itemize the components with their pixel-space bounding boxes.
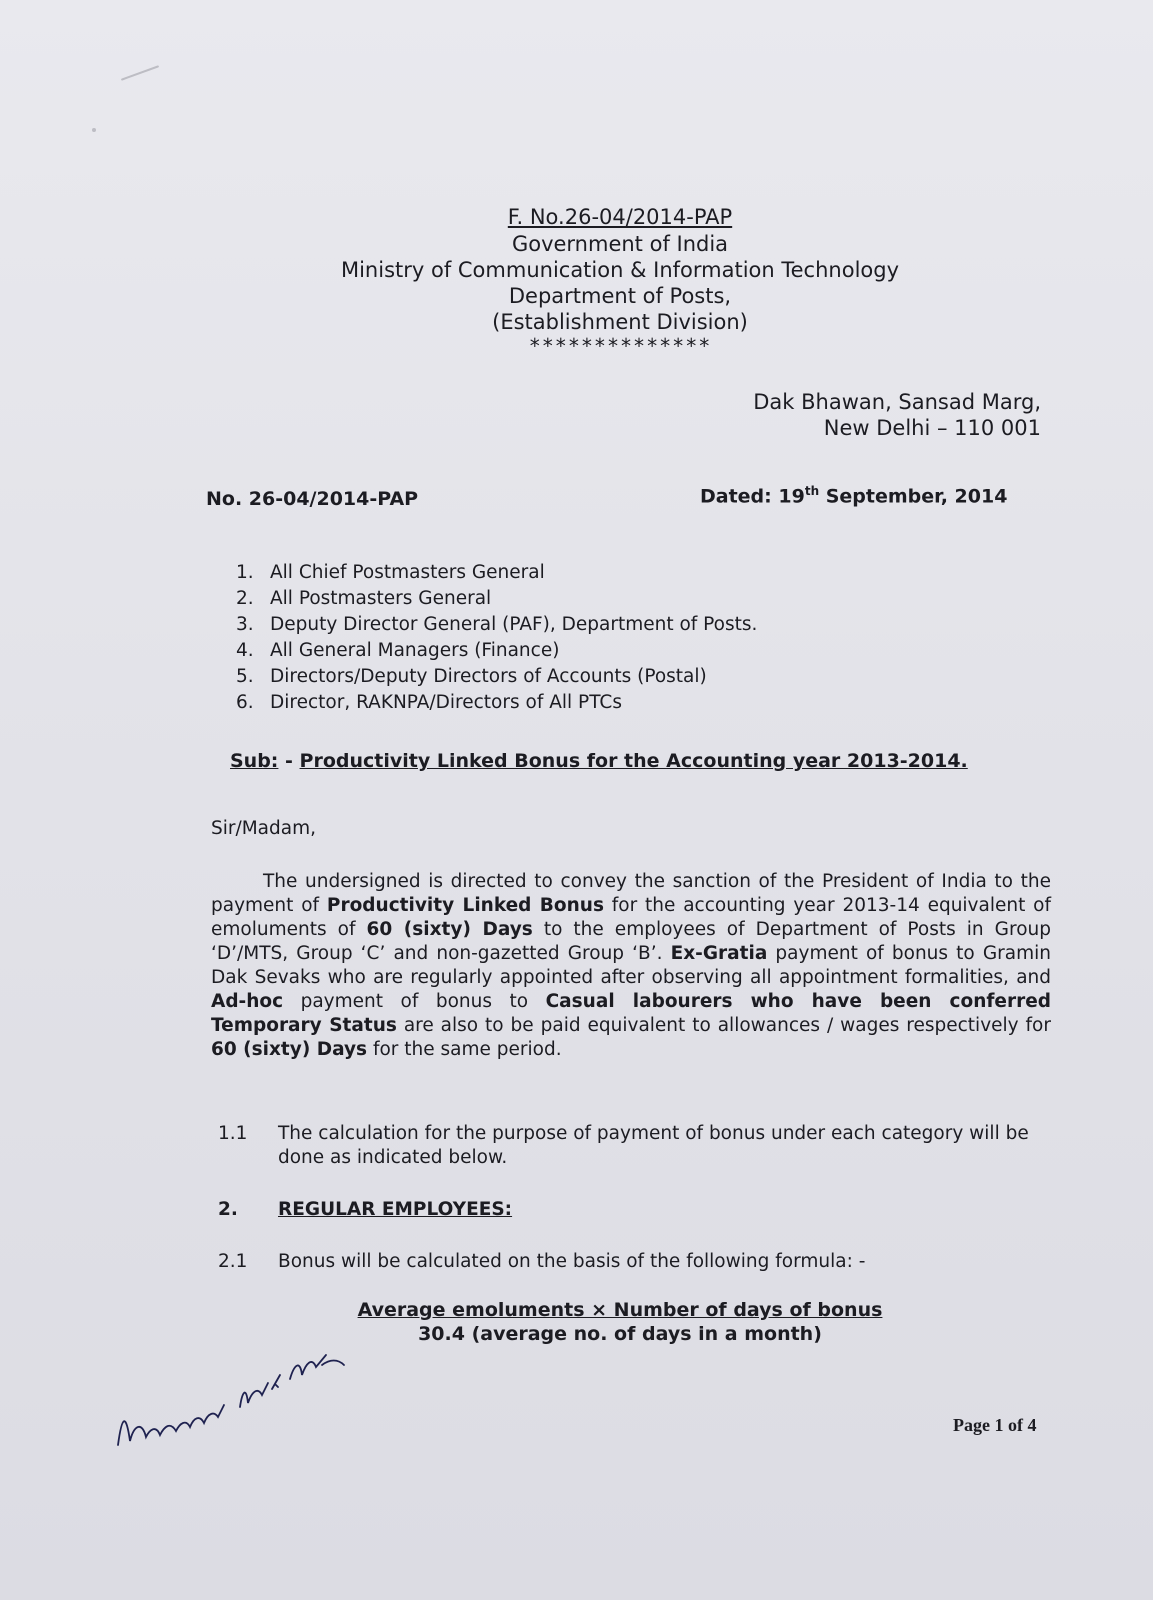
subject-line — [230, 750, 968, 772]
list-item — [236, 560, 757, 586]
text-run-bold: 60 (sixty) Days — [211, 1039, 368, 1060]
header-government: Government of India — [511, 232, 729, 256]
text-run: for the accounting year 2013-14 equivalent of emoluments of — [211, 895, 1051, 940]
text-run: payment of bonus to — [283, 991, 546, 1012]
date-suffix: September, 2014 — [819, 485, 1008, 508]
list-item-number: 5. — [236, 666, 254, 687]
formula-numerator: Average emoluments × Number of days of bonus — [357, 1299, 883, 1321]
section-number: 2.1 — [218, 1251, 248, 1272]
scan-speck — [92, 128, 96, 132]
text-run: for the same period. — [367, 1039, 562, 1060]
formula-denominator: 30.4 (average no. of days in a month) — [418, 1323, 822, 1345]
subject-label: Sub: — [230, 750, 279, 772]
text-run: to the employees of Department of Posts in Group ‘D’/MTS, Group ‘C’ and non-gazetted Group ‘B’. — [211, 919, 1051, 964]
body-paragraph-1 — [211, 870, 1051, 1062]
header-stars: ************** — [528, 334, 712, 358]
list-item-number: 1. — [236, 562, 254, 583]
list-item-text: Director, RAKNPA/Directors of All PTCs — [270, 692, 622, 713]
list-item-number: 6. — [236, 692, 254, 713]
section-number: 2. — [218, 1199, 238, 1220]
list-item — [236, 638, 757, 664]
list-item-number: 4. — [236, 640, 254, 661]
list-item-text: Deputy Director General (PAF), Department of Posts. — [270, 614, 758, 635]
date-prefix: Dated: 19 — [700, 485, 805, 508]
scan-speck — [121, 65, 159, 81]
header-department: Department of Posts, — [508, 284, 732, 308]
list-item-text: All Chief Postmasters General — [270, 562, 545, 583]
subject-text: Productivity Linked Bonus for the Accounting year 2013-2014. — [299, 750, 968, 772]
addressee-list — [236, 560, 757, 716]
reference-date — [700, 484, 1007, 507]
list-item-text: Directors/Deputy Directors of Accounts (Postal) — [270, 666, 707, 687]
section-text: Bonus will be calculated on the basis of the following formula: - — [278, 1251, 866, 1272]
header-division: (Establishment Division) — [492, 310, 748, 334]
address-line-2: New Delhi – 110 001 — [823, 416, 1041, 440]
list-item — [236, 612, 757, 638]
section-2-heading — [218, 1198, 1048, 1222]
section-2-1 — [218, 1250, 1048, 1274]
list-item — [236, 690, 757, 716]
page-number: Page 1 of 4 — [953, 1415, 1037, 1435]
header-ministry: Ministry of Communication & Information Technology — [340, 258, 900, 282]
text-run-bold: Productivity Linked Bonus — [326, 895, 604, 916]
file-number: F. No.26-04/2014-PAP — [507, 205, 733, 229]
handwritten-signature — [112, 1345, 362, 1455]
subject-dash: - — [278, 750, 300, 772]
salutation: Sir/Madam, — [211, 818, 317, 839]
text-run-bold: 60 (sixty) Days — [366, 919, 533, 940]
address-line-1: Dak Bhawan, Sansad Marg, — [753, 390, 1041, 414]
reference-number: No. 26-04/2014-PAP — [206, 488, 419, 510]
date-superscript: th — [804, 484, 820, 498]
section-number: 1.1 — [218, 1123, 248, 1144]
list-item-number: 2. — [236, 588, 254, 609]
list-item-number: 3. — [236, 614, 254, 635]
text-run: are also to be paid equivalent to allowances / wages respectively for — [396, 1015, 1051, 1036]
text-run: payment of bonus to Gramin Dak Sevaks who are regularly appointed after observing all appointment formalities, and — [211, 943, 1051, 988]
text-run: The undersigned is directed to convey the sanction of the President of India to the payment of — [211, 871, 1051, 916]
list-item — [236, 586, 757, 612]
list-item-text: All General Managers (Finance) — [270, 640, 560, 661]
list-item — [236, 664, 757, 690]
section-text: The calculation for the purpose of payment of bonus under each category will be done as indicated below. — [278, 1123, 1029, 1168]
text-run-bold: Casual labourers who have been conferred Temporary Status — [211, 991, 1051, 1036]
text-run-bold: Ad-hoc — [211, 991, 284, 1012]
section-title: REGULAR EMPLOYEES: — [278, 1199, 513, 1220]
text-run-bold: Ex-Gratia — [670, 943, 768, 964]
section-1-1 — [218, 1122, 1048, 1170]
list-item-text: All Postmasters General — [270, 588, 492, 609]
